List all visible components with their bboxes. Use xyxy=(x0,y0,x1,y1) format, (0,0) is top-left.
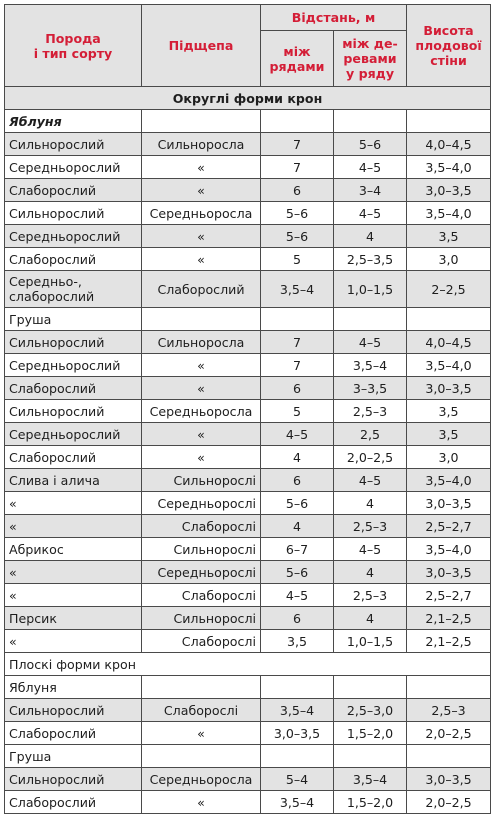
empty-cell xyxy=(407,308,491,331)
empty-cell xyxy=(142,308,261,331)
cell-between-rows: 5–6 xyxy=(261,202,334,225)
cell-between-rows: 3,5–4 xyxy=(261,271,334,308)
table-row xyxy=(5,446,491,469)
cell-wall-height: 3,0–3,5 xyxy=(407,768,491,791)
table-row xyxy=(5,492,491,515)
cell-rootstock: « xyxy=(142,446,261,469)
table-row xyxy=(5,202,491,225)
table-row xyxy=(5,699,491,722)
cell-species: Середньо-, слаборослий xyxy=(5,271,142,308)
cell-species: Абрикос xyxy=(5,538,142,561)
group-row xyxy=(5,110,491,133)
table-row xyxy=(5,722,491,745)
cell-rootstock: Середньоросла xyxy=(142,202,261,225)
cell-between-rows: 5–6 xyxy=(261,225,334,248)
cell-rootstock: « xyxy=(142,377,261,400)
cell-rootstock: Середньоросла xyxy=(142,400,261,423)
cell-between-rows: 3,5 xyxy=(261,630,334,653)
cell-rootstock: Слаборослі xyxy=(142,515,261,538)
col-wall-height-header: Висота плодової стіни xyxy=(407,5,491,87)
empty-cell xyxy=(261,110,334,133)
table-row xyxy=(5,538,491,561)
cell-between-rows: 3,0–3,5 xyxy=(261,722,334,745)
cell-species: Середньорослий xyxy=(5,423,142,446)
empty-cell xyxy=(261,676,334,699)
cell-between-trees: 1,5–2,0 xyxy=(334,722,407,745)
cell-between-trees: 2,5–3,0 xyxy=(334,699,407,722)
cell-wall-height: 2,1–2,5 xyxy=(407,630,491,653)
table-row xyxy=(5,423,491,446)
section-title: Плоскі форми крон xyxy=(5,653,491,676)
empty-cell xyxy=(334,308,407,331)
cell-rootstock: « xyxy=(142,722,261,745)
planting-distance-table xyxy=(4,4,491,814)
table-row xyxy=(5,248,491,271)
cell-species: Середньорослий xyxy=(5,225,142,248)
section-row xyxy=(5,87,491,110)
cell-between-trees: 2,5–3 xyxy=(334,515,407,538)
cell-between-trees: 5–6 xyxy=(334,133,407,156)
cell-between-rows: 4–5 xyxy=(261,423,334,446)
cell-rootstock: « xyxy=(142,225,261,248)
group-title: Груша xyxy=(5,745,142,768)
cell-species: Слива і алича xyxy=(5,469,142,492)
empty-cell xyxy=(334,110,407,133)
cell-wall-height: 3,5 xyxy=(407,225,491,248)
cell-wall-height: 4,0–4,5 xyxy=(407,331,491,354)
cell-rootstock: « xyxy=(142,354,261,377)
cell-rootstock: Сильноросла xyxy=(142,133,261,156)
cell-between-trees: 1,0–1,5 xyxy=(334,630,407,653)
cell-species: Слаборослий xyxy=(5,791,142,814)
empty-cell xyxy=(261,745,334,768)
cell-rootstock: Сильнорослі xyxy=(142,538,261,561)
cell-wall-height: 2,0–2,5 xyxy=(407,722,491,745)
cell-rootstock: « xyxy=(142,248,261,271)
cell-species: Сильнорослий xyxy=(5,133,142,156)
cell-wall-height: 3,5–4,0 xyxy=(407,354,491,377)
cell-between-rows: 7 xyxy=(261,156,334,179)
cell-species: Сильнорослий xyxy=(5,699,142,722)
cell-species: Сильнорослий xyxy=(5,331,142,354)
cell-wall-height: 2,5–3 xyxy=(407,699,491,722)
cell-between-trees: 4–5 xyxy=(334,156,407,179)
cell-between-trees: 4 xyxy=(334,607,407,630)
cell-rootstock: Сильнорослі xyxy=(142,607,261,630)
cell-wall-height: 3,5 xyxy=(407,400,491,423)
cell-wall-height: 3,0 xyxy=(407,446,491,469)
group-row xyxy=(5,308,491,331)
cell-rootstock: Сильнорослі xyxy=(142,469,261,492)
cell-species: Середньорослий xyxy=(5,156,142,179)
table-row xyxy=(5,225,491,248)
cell-between-trees: 4–5 xyxy=(334,202,407,225)
cell-wall-height: 2,1–2,5 xyxy=(407,607,491,630)
cell-wall-height: 3,5 xyxy=(407,423,491,446)
cell-species: Слаборослий xyxy=(5,377,142,400)
cell-species: Сильнорослий xyxy=(5,400,142,423)
table-row xyxy=(5,630,491,653)
col-between-rows-header: між рядами xyxy=(261,31,334,87)
cell-species: « xyxy=(5,561,142,584)
cell-species: Слаборослий xyxy=(5,179,142,202)
col-species-header: Порода і тип сорту xyxy=(5,5,142,87)
cell-between-trees: 2,5–3 xyxy=(334,400,407,423)
cell-between-trees: 2,0–2,5 xyxy=(334,446,407,469)
cell-between-trees: 4–5 xyxy=(334,538,407,561)
cell-between-rows: 4 xyxy=(261,515,334,538)
cell-wall-height: 3,5–4,0 xyxy=(407,156,491,179)
cell-wall-height: 3,0–3,5 xyxy=(407,377,491,400)
group-row xyxy=(5,745,491,768)
cell-species: Сильнорослий xyxy=(5,768,142,791)
empty-cell xyxy=(334,745,407,768)
table-row xyxy=(5,271,491,308)
cell-species: Слаборослий xyxy=(5,446,142,469)
table-row xyxy=(5,400,491,423)
empty-cell xyxy=(407,745,491,768)
cell-wall-height: 3,0 xyxy=(407,248,491,271)
table-row xyxy=(5,469,491,492)
cell-rootstock: Середньоросла xyxy=(142,768,261,791)
cell-between-trees: 4 xyxy=(334,225,407,248)
group-row xyxy=(5,676,491,699)
section-title: Округлі форми крон xyxy=(5,87,491,110)
cell-species: Середньорослий xyxy=(5,354,142,377)
group-title: Яблуня xyxy=(5,676,142,699)
group-title: Яблуня xyxy=(5,110,142,133)
cell-between-rows: 5–6 xyxy=(261,561,334,584)
cell-between-rows: 7 xyxy=(261,331,334,354)
table-row xyxy=(5,331,491,354)
cell-between-trees: 4 xyxy=(334,561,407,584)
empty-cell xyxy=(142,676,261,699)
cell-wall-height: 2,5–2,7 xyxy=(407,584,491,607)
cell-between-rows: 3,5–4 xyxy=(261,791,334,814)
cell-between-trees: 3–3,5 xyxy=(334,377,407,400)
cell-wall-height: 3,5–4,0 xyxy=(407,202,491,225)
cell-species: Слаборослий xyxy=(5,722,142,745)
table-row xyxy=(5,607,491,630)
table-row xyxy=(5,354,491,377)
cell-between-rows: 7 xyxy=(261,133,334,156)
cell-species: « xyxy=(5,492,142,515)
cell-species: Сильнорослий xyxy=(5,202,142,225)
cell-rootstock: « xyxy=(142,156,261,179)
empty-cell xyxy=(407,110,491,133)
cell-between-rows: 5 xyxy=(261,248,334,271)
cell-wall-height: 2,5–2,7 xyxy=(407,515,491,538)
cell-rootstock: Середньорослі xyxy=(142,561,261,584)
cell-wall-height: 4,0–4,5 xyxy=(407,133,491,156)
cell-between-rows: 4 xyxy=(261,446,334,469)
cell-rootstock: « xyxy=(142,423,261,446)
cell-wall-height: 3,0–3,5 xyxy=(407,561,491,584)
cell-rootstock: Слаборослий xyxy=(142,271,261,308)
cell-between-trees: 3–4 xyxy=(334,179,407,202)
cell-rootstock: Слаборослі xyxy=(142,699,261,722)
empty-cell xyxy=(142,745,261,768)
cell-between-rows: 5 xyxy=(261,400,334,423)
cell-rootstock: Сильноросла xyxy=(142,331,261,354)
table-row xyxy=(5,561,491,584)
cell-between-trees: 4–5 xyxy=(334,331,407,354)
empty-cell xyxy=(334,676,407,699)
cell-species: « xyxy=(5,630,142,653)
cell-rootstock: « xyxy=(142,791,261,814)
cell-rootstock: « xyxy=(142,179,261,202)
cell-between-rows: 6 xyxy=(261,377,334,400)
cell-between-rows: 6 xyxy=(261,607,334,630)
cell-between-rows: 4–5 xyxy=(261,584,334,607)
cell-species: Персик xyxy=(5,607,142,630)
cell-wall-height: 3,5–4,0 xyxy=(407,469,491,492)
cell-between-rows: 5–6 xyxy=(261,492,334,515)
cell-wall-height: 2,0–2,5 xyxy=(407,791,491,814)
cell-rootstock: Слаборослі xyxy=(142,584,261,607)
cell-between-trees: 2,5–3 xyxy=(334,584,407,607)
cell-wall-height: 3,5–4,0 xyxy=(407,538,491,561)
table-row xyxy=(5,156,491,179)
cell-rootstock: Середньорослі xyxy=(142,492,261,515)
cell-between-trees: 1,5–2,0 xyxy=(334,791,407,814)
group-title: Груша xyxy=(5,308,142,331)
table-row xyxy=(5,179,491,202)
cell-between-trees: 3,5–4 xyxy=(334,768,407,791)
cell-wall-height: 3,0–3,5 xyxy=(407,179,491,202)
col-distance-header: Відстань, м xyxy=(261,5,407,31)
table-row xyxy=(5,377,491,400)
cell-between-rows: 6 xyxy=(261,179,334,202)
table-row xyxy=(5,768,491,791)
table-body xyxy=(5,87,491,814)
cell-between-trees: 3,5–4 xyxy=(334,354,407,377)
table-row xyxy=(5,791,491,814)
cell-rootstock: Слаборослі xyxy=(142,630,261,653)
cell-between-trees: 2,5 xyxy=(334,423,407,446)
table-row xyxy=(5,133,491,156)
cell-between-rows: 6 xyxy=(261,469,334,492)
section-row xyxy=(5,653,491,676)
cell-between-trees: 4 xyxy=(334,492,407,515)
cell-species: « xyxy=(5,515,142,538)
empty-cell xyxy=(407,676,491,699)
cell-wall-height: 2–2,5 xyxy=(407,271,491,308)
col-rootstock-header: Підщепа xyxy=(142,5,261,87)
cell-between-rows: 7 xyxy=(261,354,334,377)
col-between-trees-header: між де- ревами у ряду xyxy=(334,31,407,87)
table-row xyxy=(5,515,491,538)
cell-wall-height: 3,0–3,5 xyxy=(407,492,491,515)
empty-cell xyxy=(261,308,334,331)
cell-between-rows: 6–7 xyxy=(261,538,334,561)
table-row xyxy=(5,584,491,607)
empty-cell xyxy=(142,110,261,133)
cell-between-trees: 4–5 xyxy=(334,469,407,492)
cell-between-trees: 1,0–1,5 xyxy=(334,271,407,308)
cell-between-rows: 3,5–4 xyxy=(261,699,334,722)
cell-between-trees: 2,5–3,5 xyxy=(334,248,407,271)
cell-species: Слаборослий xyxy=(5,248,142,271)
cell-between-rows: 5–4 xyxy=(261,768,334,791)
cell-species: « xyxy=(5,584,142,607)
